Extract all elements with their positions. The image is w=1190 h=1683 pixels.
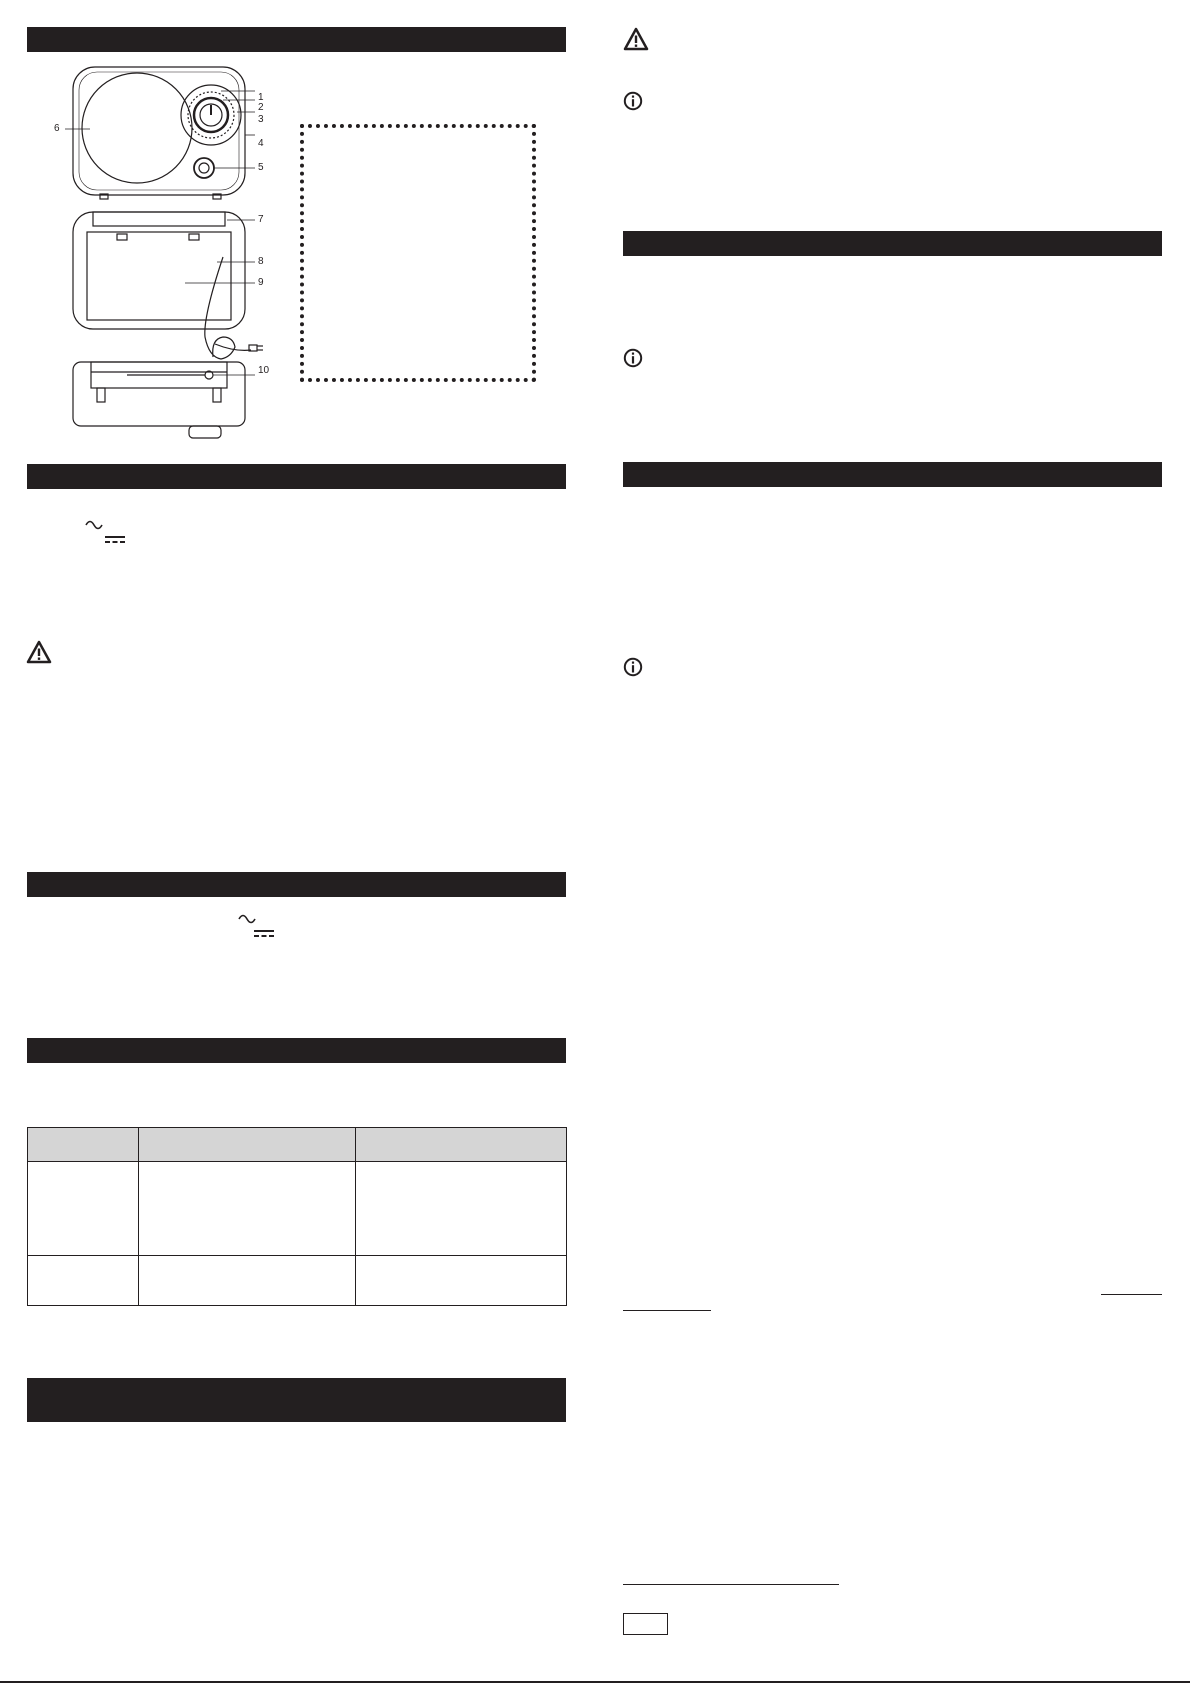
callout-1: 1 (258, 92, 264, 103)
info-icon (623, 657, 643, 677)
callout-3: 3 (258, 114, 264, 125)
table-cell (356, 1162, 567, 1256)
table-cell (356, 1256, 567, 1306)
table-header-row (28, 1128, 567, 1162)
table-row (28, 1256, 567, 1306)
table-header-cell (139, 1128, 356, 1162)
section-bar-description (27, 27, 566, 52)
link-underline (623, 1310, 711, 1311)
table-row (28, 1162, 567, 1256)
callout-4: 4 (258, 138, 264, 149)
section-bar-troubleshooting (27, 1038, 566, 1063)
table-cell (139, 1256, 356, 1306)
radio-illustration (55, 62, 265, 440)
ac-dc-symbol (237, 911, 281, 939)
callout-6: 6 (54, 123, 60, 134)
section-bar-disposal (27, 1378, 566, 1422)
callout-2: 2 (258, 102, 264, 113)
table-header-cell (356, 1128, 567, 1162)
table-header-cell (28, 1128, 139, 1162)
callout-5: 5 (258, 162, 264, 173)
section-bar-specifications (27, 872, 566, 897)
callout-8: 8 (258, 256, 264, 267)
table-cell (28, 1162, 139, 1256)
dotted-placeholder-box (300, 124, 536, 382)
callout-9: 9 (258, 277, 264, 288)
table-cell (28, 1256, 139, 1306)
callout-10: 10 (258, 365, 270, 376)
link-underline (1101, 1294, 1162, 1295)
section-bar-care (623, 462, 1162, 487)
warning-icon (26, 640, 52, 664)
section-bar-power (27, 464, 566, 489)
page-number-box (623, 1613, 668, 1635)
info-icon (623, 91, 643, 111)
callout-7: 7 (258, 214, 264, 225)
footnote-rule (623, 1584, 839, 1585)
table-cell (139, 1162, 356, 1256)
warning-icon (623, 27, 649, 51)
info-icon (623, 348, 643, 368)
troubleshooting-table (27, 1127, 567, 1306)
section-bar-operation (623, 231, 1162, 256)
ac-dc-symbol (84, 517, 128, 545)
